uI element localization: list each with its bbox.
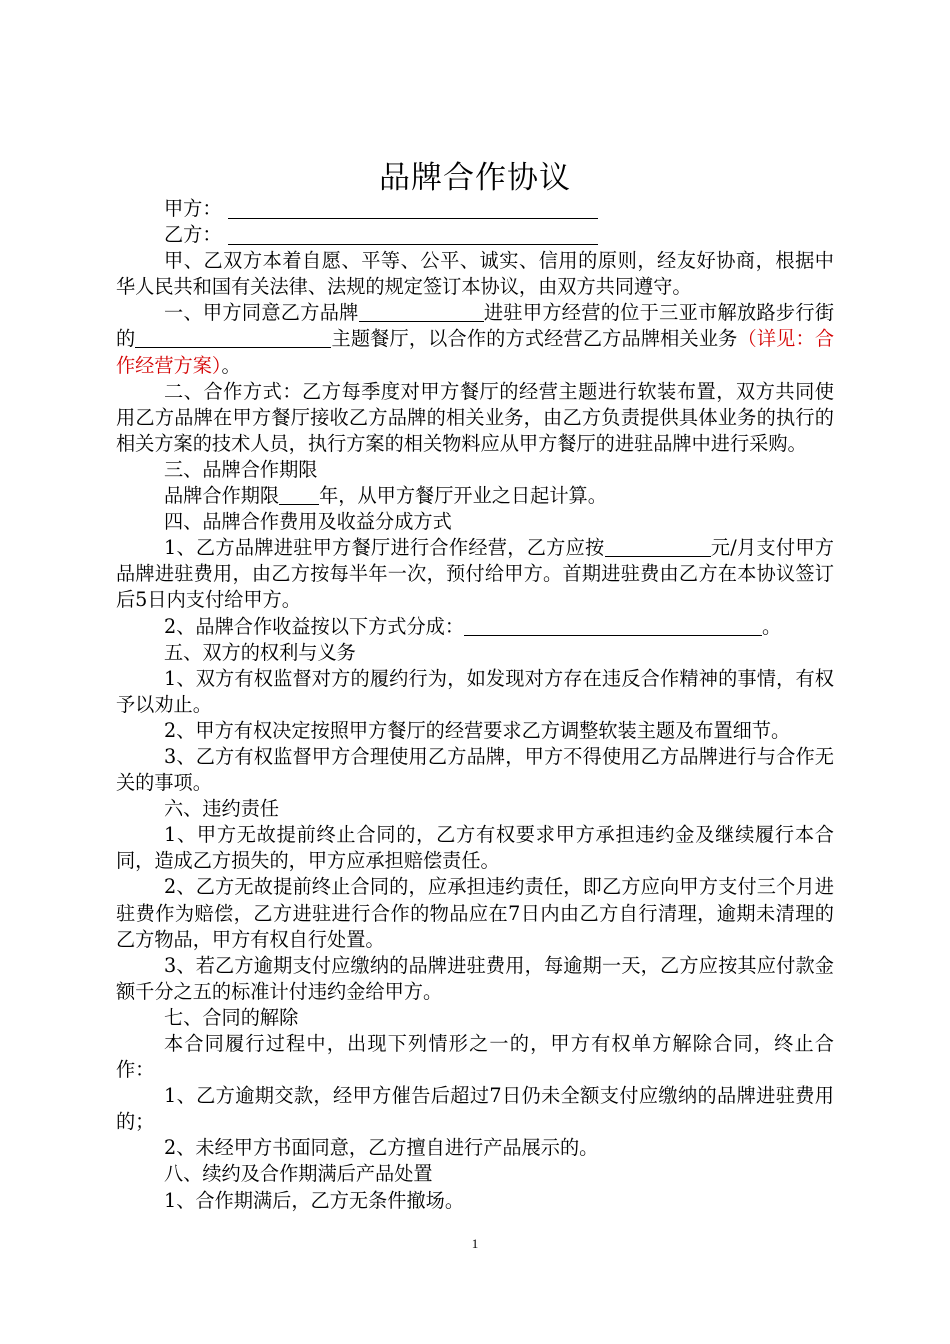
document-body: [116, 196, 834, 1214]
section-7-heading: 七、合同的解除: [164, 1005, 299, 1029]
clause-6-1: 1、甲方无故提前终止合同的，乙方有权要求甲方承担违约金及继续履行本合同，造成乙方损失的，甲方应承担赔偿责任。: [116, 823, 834, 873]
clause-5-1: 1、双方有权监督对方的履约行为，如发现对方存在违反合作精神的事情，有权予以劝止。: [116, 666, 834, 716]
section-6-heading: 六、违约责任: [164, 797, 280, 821]
clause-7-intro: 本合同履行过程中，出现下列情形之一的，甲方有权单方解除合同，终止合作：: [116, 1032, 834, 1082]
clause-1: [116, 300, 834, 378]
intro-paragraph: 甲、乙双方本着自愿、平等、公平、诚实、信用的原则，经友好协商，根据中华人民共和国有关法律、法规的规定签订本协议，由双方共同遵守。: [116, 249, 834, 299]
clause-4-1-part-b: 元/月支付甲方品牌进驻费用，由乙方按每半年一次，预付给甲方。首期进驻费由乙方在本协议签订后5日内支付给甲方。: [116, 536, 834, 612]
clause-1-part-b: 进驻甲方经营的位于三亚市解放路步行街的: [116, 301, 835, 351]
section-5-heading: 五、双方的权利与义务: [164, 640, 356, 664]
party-a-blank: [228, 218, 598, 219]
clause-7-2: 2、未经甲方书面同意，乙方擅自进行产品展示的。: [164, 1136, 599, 1160]
page-number: 1: [471, 1236, 479, 1251]
party-b-blank: [228, 244, 598, 245]
restaurant-name-blank: [135, 327, 331, 348]
clause-3-term: [116, 483, 834, 509]
revenue-split-blank: [464, 615, 762, 636]
clause-4-1: [116, 535, 834, 613]
clause-6-3: 3、若乙方逾期支付应缴纳的品牌进驻费用，每逾期一天，乙方应按其应付款金额千分之五的标准计付违约金给甲方。: [116, 953, 834, 1003]
party-b-row: [116, 222, 834, 248]
clause-5-3: 3、乙方有权监督甲方合理使用乙方品牌，甲方不得使用乙方品牌进行与合作无关的事项。: [116, 744, 834, 795]
section-8-heading: 八、续约及合作期满后产品处置: [164, 1162, 433, 1186]
clause-3-part-a: 品牌合作期限: [164, 484, 280, 508]
section-4-heading: 四、品牌合作费用及收益分成方式: [164, 510, 452, 534]
party-a-row: [116, 196, 834, 222]
clause-1-part-a: 一、甲方同意乙方品牌: [164, 301, 359, 325]
clause-6-2: 2、乙方无故提前终止合同的，应承担违约责任，即乙方应向甲方支付三个月进驻费作为赔偿，乙方进驻进行合作的物品应在7日内由乙方自行清理，逾期未清理的乙方物品，甲方有权自行处置。: [116, 875, 834, 951]
brand-name-blank: [359, 301, 484, 322]
clause-1-part-c: 主题餐厅，以合作的方式经营乙方品牌相关业务: [331, 327, 738, 351]
party-b-label: 乙方：: [164, 223, 222, 247]
clause-4-2-end: 。: [762, 614, 782, 638]
term-years-blank: [279, 484, 319, 505]
section-3-heading: 三、品牌合作期限: [164, 457, 318, 481]
document-title: 品牌合作协议: [379, 160, 571, 196]
clause-4-2: [116, 614, 834, 640]
clause-2: 二、合作方式：乙方每季度对甲方餐厅的经营主题进行软装布置，双方共同使用乙方品牌在甲方餐厅接收乙方品牌的相关业务，由乙方负责提供具体业务的执行的相关方案的技术人员，执行方案的相关物料应从甲方餐厅的进驻品牌中进行采购。: [116, 379, 834, 455]
clause-4-2-part-a: 2、品牌合作收益按以下方式分成：: [164, 614, 465, 638]
clause-3-part-b: 年，从甲方餐厅开业之日起计算。: [319, 484, 607, 508]
monthly-fee-blank: [605, 536, 711, 557]
clause-1-note: （详见：合作经营方案）: [116, 327, 835, 377]
clause-8-1: 1、合作期满后，乙方无条件撤场。: [164, 1188, 465, 1212]
clause-5-2: 2、甲方有权决定按照甲方餐厅的经营要求乙方调整软装主题及布置细节。: [164, 718, 791, 742]
clause-4-1-part-a: 1、乙方品牌进驻甲方餐厅进行合作经营，乙方应按: [164, 536, 605, 560]
clause-1-end: 。: [221, 353, 241, 377]
clause-7-1: 1、乙方逾期交款，经甲方催告后超过7日仍未全额支付应缴纳的品牌进驻费用的；: [116, 1084, 834, 1134]
party-a-label: 甲方：: [164, 197, 222, 220]
